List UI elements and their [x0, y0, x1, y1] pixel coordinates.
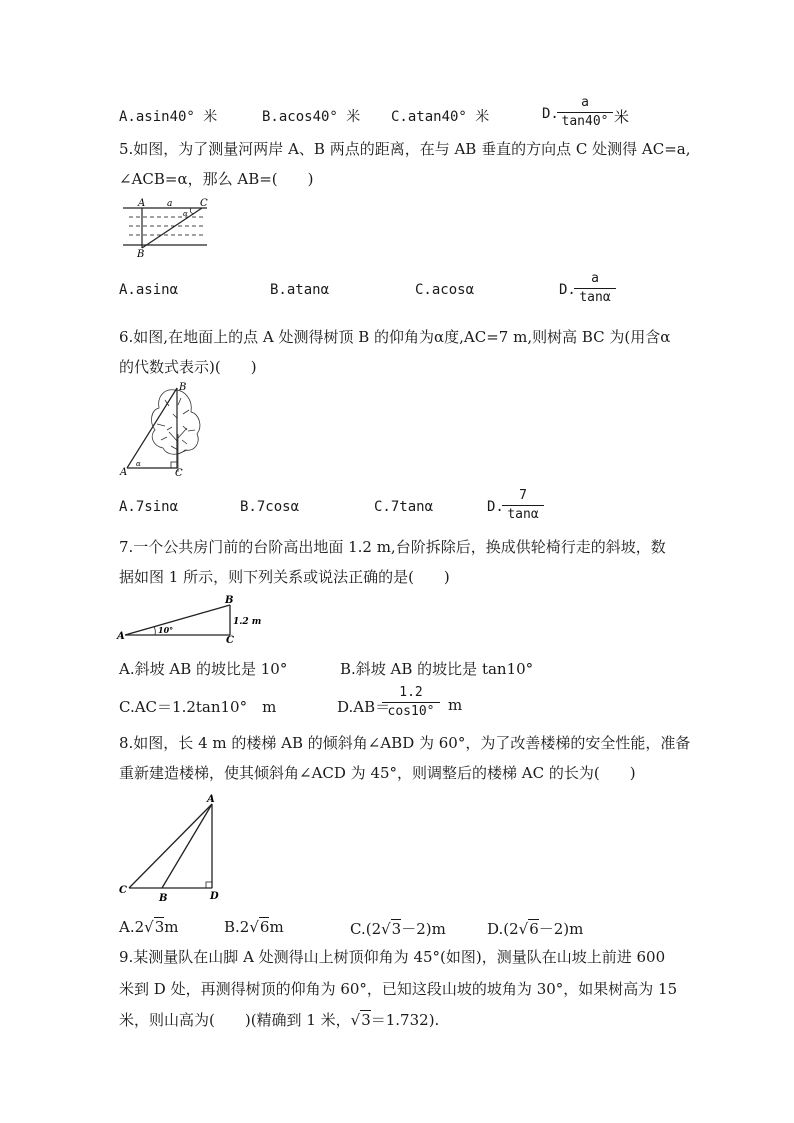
segment-AB: [162, 804, 212, 888]
q6-option-b: B.7cosα: [240, 499, 300, 515]
label-A: A: [117, 631, 125, 642]
fraction-numerator: 7: [519, 488, 527, 503]
label-alpha: α: [183, 210, 188, 218]
label-C: C: [175, 468, 183, 476]
label-B: B: [225, 595, 234, 606]
label-height: 1.2 m: [233, 617, 262, 627]
label-C: C: [226, 635, 234, 644]
sqrt-radicand: 3: [391, 920, 402, 938]
q9-text-line1: 9.某测量队在山脚 A 处测得山上树顶仰角为 45°(如图)，测量队在山坡上前进 600: [119, 948, 666, 966]
q9-text-line3: 米，则山高为( )(精确到 1 米，√3＝1.732).: [119, 1011, 440, 1029]
q6-option-d-prefix: D.: [487, 499, 504, 515]
q4-option-b: B.acos40° 米: [262, 109, 361, 125]
label-A: A: [120, 467, 128, 476]
label-B: B: [159, 893, 168, 904]
q7-slope-figure: [115, 592, 265, 644]
q5-option-d-prefix: D.: [559, 282, 576, 298]
q5-text-line2: ∠ACB=α，那么 AB=( ): [119, 170, 314, 188]
label-C: C: [119, 885, 127, 896]
q5-option-b: B.atanα: [270, 282, 330, 298]
fraction-bar: [382, 702, 440, 703]
q7-option-b: B.斜坡 AB 的坡比是 tan10°: [340, 660, 534, 678]
q8-option-b: B.2√6m: [224, 918, 284, 936]
q4-option-a: A.asin40° 米: [119, 109, 218, 125]
q8-option-c: C.(2√3－2)m: [350, 920, 446, 938]
label-A: A: [207, 794, 215, 805]
q6-option-a: A.7sinα: [119, 499, 179, 515]
q7-option-d-prefix: D.AB＝: [337, 698, 391, 716]
label-D: D: [210, 891, 219, 902]
q6-tree-figure: [117, 380, 203, 476]
q4-option-d-fraction: [557, 95, 613, 130]
q7-option-c: C.AC＝1.2tan10° m: [119, 698, 277, 716]
q7-option-d-suffix: m: [448, 696, 463, 714]
label-B: B: [179, 382, 187, 393]
tree-icon: [152, 390, 200, 472]
q4-option-c: C.atan40° 米: [391, 109, 490, 125]
fraction-numerator: a: [581, 95, 589, 110]
sqrt-radicand: 6: [529, 920, 539, 938]
fraction-bar: [557, 112, 613, 113]
q4-option-d-suffix: 米: [614, 108, 630, 126]
q5-river-figure: [115, 196, 215, 260]
fraction-bar: [574, 288, 616, 289]
sqrt-radicand: 3: [154, 918, 165, 936]
fraction-numerator: 1.2: [399, 685, 423, 700]
label-A: A: [138, 198, 146, 209]
sqrt-radicand: 6: [259, 918, 270, 936]
fraction-denominator: tanα: [507, 507, 539, 522]
q7-option-a: A.斜坡 AB 的坡比是 10°: [119, 660, 288, 678]
fraction-denominator: tan40°: [561, 114, 609, 129]
q6-option-d-fraction: [502, 488, 544, 523]
segment-AC: [129, 804, 212, 888]
q7-text-line1: 7.一个公共房门前的台阶高出地面 1.2 m,台阶拆除后，换成供轮椅行走的斜坡，数: [119, 538, 666, 556]
q8-option-d: D.(2√6－2)m: [487, 920, 584, 938]
q5-option-c: C.acosα: [415, 282, 475, 298]
label-a: a: [167, 199, 173, 209]
q8-stairs-figure: [115, 792, 227, 904]
q5-option-d-fraction: [574, 271, 616, 306]
label-angle: 10°: [158, 625, 174, 635]
q9-text-line2: 米到 D 处，再测得树顶的仰角为 60°，已知这段山坡的坡角为 30°，如果树高为 15: [119, 980, 678, 998]
fraction-numerator: a: [591, 271, 599, 286]
fraction-denominator: cos10°: [387, 704, 435, 719]
label-C: C: [200, 198, 208, 209]
q6-text-line1: 6.如图,在地面上的点 A 处测得树顶 B 的仰角为α度,AC=7 m,则树高 BC 为(用含α: [119, 328, 671, 346]
q5-text-line1: 5.如图，为了测量河两岸 A、B 两点的距离，在与 AB 垂直的方向点 C 处测得 AC=a,: [119, 140, 691, 158]
q5-option-a: A.asinα: [119, 282, 179, 298]
q7-text-line2: 据如图 1 所示，则下列关系或说法正确的是( ): [119, 568, 450, 586]
angle-arc: [154, 627, 155, 635]
q4-option-d-prefix: D.: [542, 106, 559, 122]
segment-AB: [125, 605, 230, 635]
fraction-denominator: tanα: [579, 290, 611, 305]
q8-option-a: A.2√3m: [119, 918, 179, 936]
sqrt-radicand: 3: [361, 1011, 371, 1029]
fraction-bar: [502, 505, 544, 506]
q7-option-d-fraction: [382, 685, 440, 720]
q6-text-line2: 的代数式表示)( ): [119, 358, 257, 376]
segment-AB: [127, 388, 177, 468]
label-alpha: α: [136, 460, 141, 468]
q8-text-line1: 8.如图，长 4 m 的楼梯 AB 的倾斜角∠ABD 为 60°，为了改善楼梯的安全性能，准备: [119, 734, 691, 752]
q6-option-c: C.7tanα: [374, 499, 434, 515]
label-B: B: [137, 249, 145, 260]
q8-text-line2: 重新建造楼梯，使其倾斜角∠ACD 为 45°，则调整后的楼梯 AC 的长为( ): [119, 764, 636, 782]
right-angle-mark: [206, 882, 212, 888]
